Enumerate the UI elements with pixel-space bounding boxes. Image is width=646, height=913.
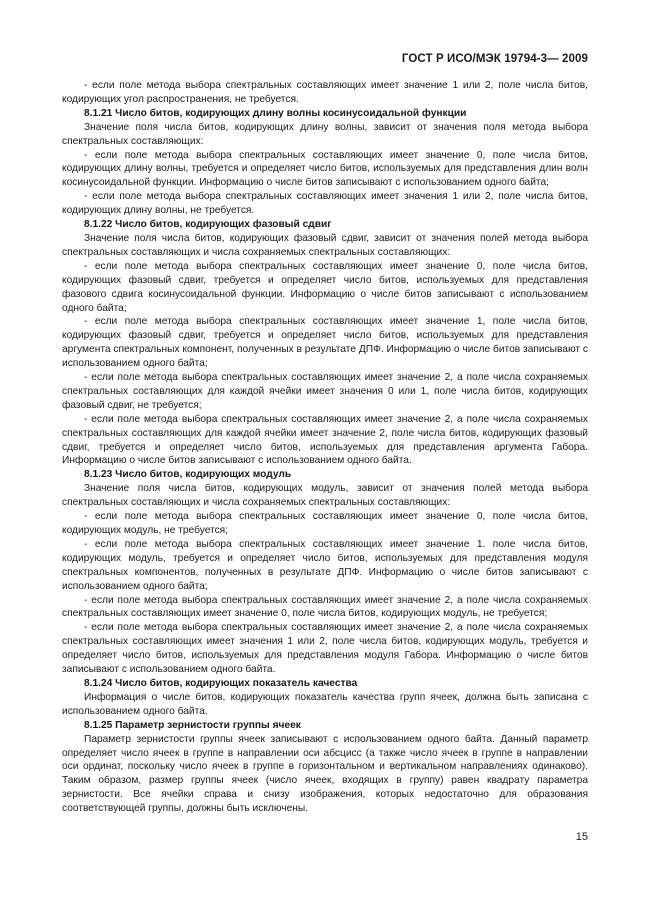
paragraph: Параметр зернистости группы ячеек записывают с использованием одного байта. Данный параметр определяет число ячеек в группе в направлении оси абсцисс (а также число ячеек в группе в направлении оси ординат, поскольку число ячеек в группе в горизонтальном и вертикальном направлениях одинаково). Таким образом, размер группы ячеек (число ячеек, входящих в группу) равен квадрату параметра зернистости. Все ячейки справа и снизу изображения, которых недостаточно для образования соответствующей группы, должны быть исключены.: [62, 733, 588, 815]
document-body: [62, 79, 588, 816]
paragraph: - если поле метода выбора спектральных составляющих имеет значение 1, поле числа битов, кодирующих фазовый сдвиг, требуется и определяет число битов, используемых для представления аргумента спектральных компонент, полученных в результате ДПФ. Информацию о числе битов записывают с использованием одного байта;: [62, 316, 588, 370]
paragraph: - если поле метода выбора спектральных составляющих имеет значение 1 или 2, поле числа битов, кодирующих угол распространения, не требуется.: [62, 80, 588, 105]
section-heading-8-1-21: 8.1.21 Число битов, кодирующих длину волны косинусоидальной функции: [84, 107, 467, 119]
paragraph: - если поле метода выбора спектральных составляющих имеет значение 1. поле числа битов, кодирующих модуль, требуется и определяет число битов, используемых для представления модуля спектральных компонентов, полученных в результате ДПФ. Информацию о числе битов записывают с использованием одного байта;: [62, 538, 588, 592]
paragraph: - если поле метода выбора спектральных составляющих имеет значение 0, поле числа битов, кодирующих фазовый сдвиг, требуется и определяет число битов, используемых для представления фазового сдвига косинусоидальной функции. Информацию о числе битов записывают с использованием одного байта;: [62, 260, 588, 314]
page-number: 15: [575, 831, 588, 843]
section-heading-8-1-23: 8.1.23 Число битов, кодирующих модуль: [84, 469, 292, 481]
paragraph: - если поле метода выбора спектральных составляющих имеет значение 2, а поле числа сохраняемых спектральных составляющих имеет значение 0, поле числа битов, кодирующих модуль, не требуется;: [62, 594, 588, 620]
section-heading-8-1-24: 8.1.24 Число битов, кодирующих показатель качества: [84, 677, 358, 689]
paragraph: - если поле метода выбора спектральных составляющих имеет значение 2, а поле числа сохраняемых спектральных составляющих для каждой ячейки имеет значение 2, поле числа битов, кодирующих фазовый сдвиг, требуется и определяет число битов, используемых для представления аргумента Габора. Информацию о числе битов записывают с использованием одного байта.: [62, 413, 588, 467]
paragraph: - если поле метода выбора спектральных составляющих имеет значение 0, поле числа битов, кодирующих длину волны, требуется и определяет число битов, используемых для представления длин волн косинусоидальной функции. Информацию о числе битов записывают с использованием одного байта;: [62, 149, 588, 189]
paragraph: Значение поля числа битов, кодирующих длину волны, зависит от значения поля метода выбора спектральных составляющих:: [62, 121, 588, 147]
paragraph: - если поле метода выбора спектральных составляющих имеет значение 0, поле числа битов, кодирующих модуль, не требуется;: [62, 511, 588, 536]
paragraph: - если поле метода выбора спектральных составляющих имеет значения 1 или 2, поле числа битов, кодирующих длину волны, не требуется.: [62, 191, 588, 217]
section-heading-8-1-25: 8.1.25 Параметр зернистости группы ячеек: [84, 719, 301, 731]
paragraph: - если поле метода выбора спектральных составляющих имеет значение 2, а поле числа сохраняемых спектральных составляющих имеет значения 1 или 2, поле числа битов, кодирующих модуль, требуется и определяет число битов, используемых для представления модуля Габора. Информацию о числе битов записывают с использованием одного байта.: [62, 622, 588, 676]
section-heading-8-1-22: 8.1.22 Число битов, кодирующих фазовый сдвиг: [84, 219, 332, 231]
paragraph: Информация о числе битов, кодирующих показатель качества групп ячеек, должна быть записана с использованием одного байта.: [62, 691, 588, 717]
paragraph: - если поле метода выбора спектральных составляющих имеет значение 2, а поле числа сохраняемых спектральных составляющих для каждой ячейки имеет значения 0 или 1, поле числа битов, кодирующих фазовый сдвиг, не требуется;: [62, 372, 588, 411]
document-header: ГОСТ Р ИСО/МЭК 19794-3— 2009: [401, 53, 588, 65]
paragraph: Значение поля числа битов, кодирующих модуль, зависит от значения полей метода выбора спектральных составляющих и числа сохраняемых спектральных составляющих:: [62, 483, 588, 509]
paragraph: Значение поля числа битов, кодирующих фазовый сдвиг, зависит от значения полей метода выбора спектральных составляющих и числа сохраняемых спектральных составляющих:: [62, 232, 588, 258]
